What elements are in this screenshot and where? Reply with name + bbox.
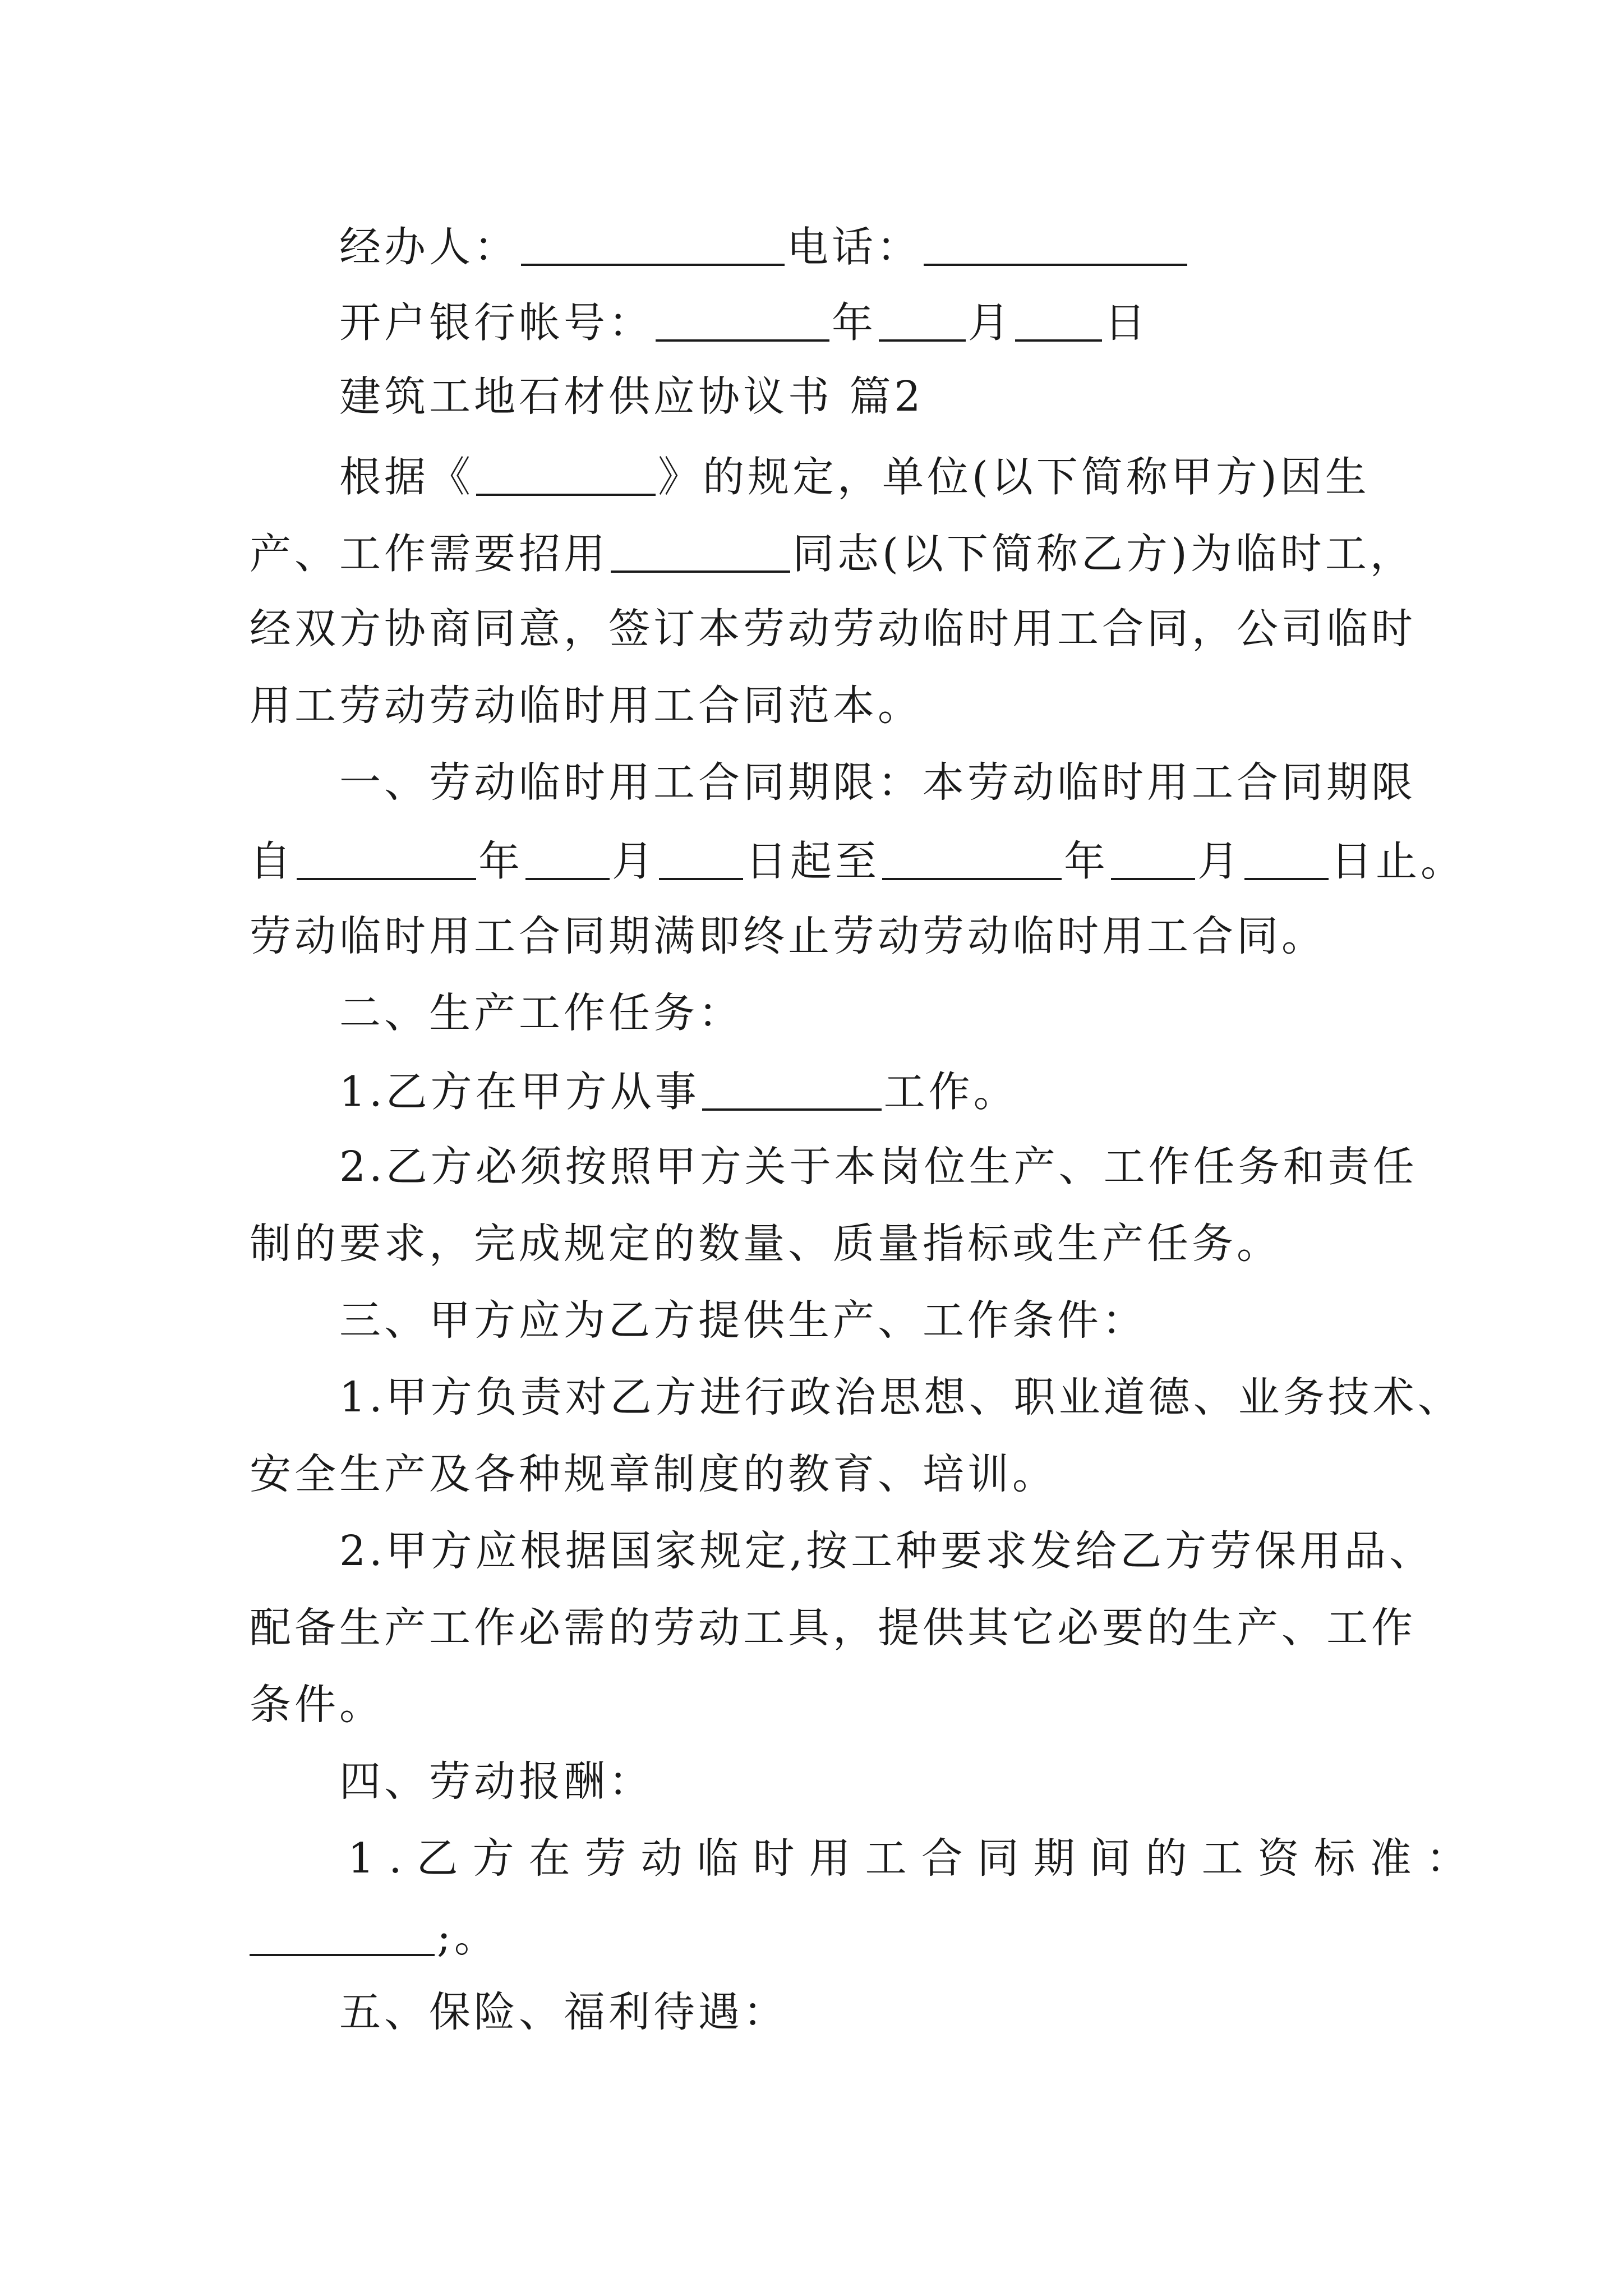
year-label: 年: [1064, 837, 1109, 886]
clause-text: 自: [250, 837, 294, 886]
clause1-line-1: 一、劳动临时用工合同期限：本劳动临时用工合同期限: [339, 758, 1416, 807]
clause4-item1: 1.乙方在劳动临时用工合同期间的工资标准：: [348, 1834, 1482, 1883]
employee-name-blank: [611, 531, 790, 573]
handler-label: 经办人：: [339, 223, 519, 272]
year-label: 年: [478, 837, 523, 886]
handler-blank: [521, 224, 785, 266]
clause2-item1: [339, 1068, 1018, 1116]
intro-text: 》的规定，单位(以下简称甲方)因生: [658, 453, 1370, 501]
clause2-title: 二、生产工作任务：: [339, 989, 743, 1037]
end-year-blank: [882, 839, 1062, 880]
clause-text: 1.乙方在甲方从事: [339, 1068, 700, 1116]
clause-text: 日起至: [745, 837, 880, 886]
intro-line-1: [339, 453, 1370, 501]
month-label: 月: [968, 298, 1013, 347]
start-day-blank: [659, 839, 743, 880]
clause-text: 工作。: [883, 1068, 1018, 1116]
bank-label: 开户银行帐号：: [339, 298, 653, 347]
end-month-blank: [1111, 839, 1195, 880]
section-title: 建筑工地石材供应协议书 篇2: [339, 372, 924, 421]
phone-blank: [924, 224, 1187, 266]
month-blank: [879, 300, 966, 342]
intro-text: 根据《: [339, 453, 474, 501]
clause3-item2-line3: 条件。: [250, 1681, 384, 1729]
start-month-blank: [525, 839, 610, 880]
clause2-item2-line1: 2.乙方必须按照甲方关于本岗位生产、工作任务和责任: [339, 1143, 1418, 1191]
day-blank: [1015, 300, 1102, 342]
clause3-title: 三、甲方应为乙方提供生产、工作条件：: [339, 1296, 1147, 1345]
intro-line-4: 用工劳动劳动临时用工合同范本。: [250, 682, 923, 730]
intro-text: 产、工作需要招用: [250, 530, 608, 578]
clause3-item1-line2: 安全生产及各种规章制度的教育、培训。: [250, 1450, 1057, 1498]
intro-line-2: [250, 530, 1415, 578]
clause3-item1-line1: 1.甲方负责对乙方进行政治思想、职业道德、业务技术、: [339, 1373, 1463, 1421]
clause1-line-2: [250, 837, 1465, 886]
intro-text: 同志(以下简称乙方)为临时工，: [792, 530, 1415, 578]
law-name-blank: [476, 454, 656, 496]
bank-blank: [656, 300, 829, 342]
month-label: 月: [1197, 837, 1242, 886]
phone-label: 电话：: [787, 223, 921, 272]
start-year-blank: [297, 839, 476, 880]
clause5-title: 五、保险、福利待遇：: [339, 1988, 788, 2036]
month-label: 月: [612, 837, 657, 886]
bank-account-line: [339, 298, 1149, 347]
clause4-item1-end: [250, 1913, 499, 1962]
clause2-item2-line2: 制的要求，完成规定的数量、质量指标或生产任务。: [250, 1220, 1281, 1268]
year-label: 年: [832, 298, 877, 347]
day-label: 日: [1104, 298, 1149, 347]
clause3-item2-line2: 配备生产工作必需的劳动工具，提供其它必要的生产、工作: [250, 1604, 1416, 1652]
clause3-item2-line1: 2.甲方应根据国家规定,按工种要求发给乙方劳保用品、: [339, 1527, 1435, 1575]
clause-text: ;。: [437, 1913, 499, 1962]
end-day-blank: [1244, 839, 1329, 880]
clause4-title: 四、劳动报酬：: [339, 1757, 653, 1806]
job-blank: [702, 1069, 882, 1111]
handler-phone-line: [339, 223, 1189, 272]
clause1-line-3: 劳动临时用工合同期满即终止劳动劳动临时用工合同。: [250, 912, 1326, 960]
wage-blank: [250, 1915, 435, 1956]
clause-text: 日止。: [1331, 837, 1465, 886]
intro-line-3: 经双方协商同意，签订本劳动劳动临时用工合同，公司临时: [250, 605, 1416, 653]
